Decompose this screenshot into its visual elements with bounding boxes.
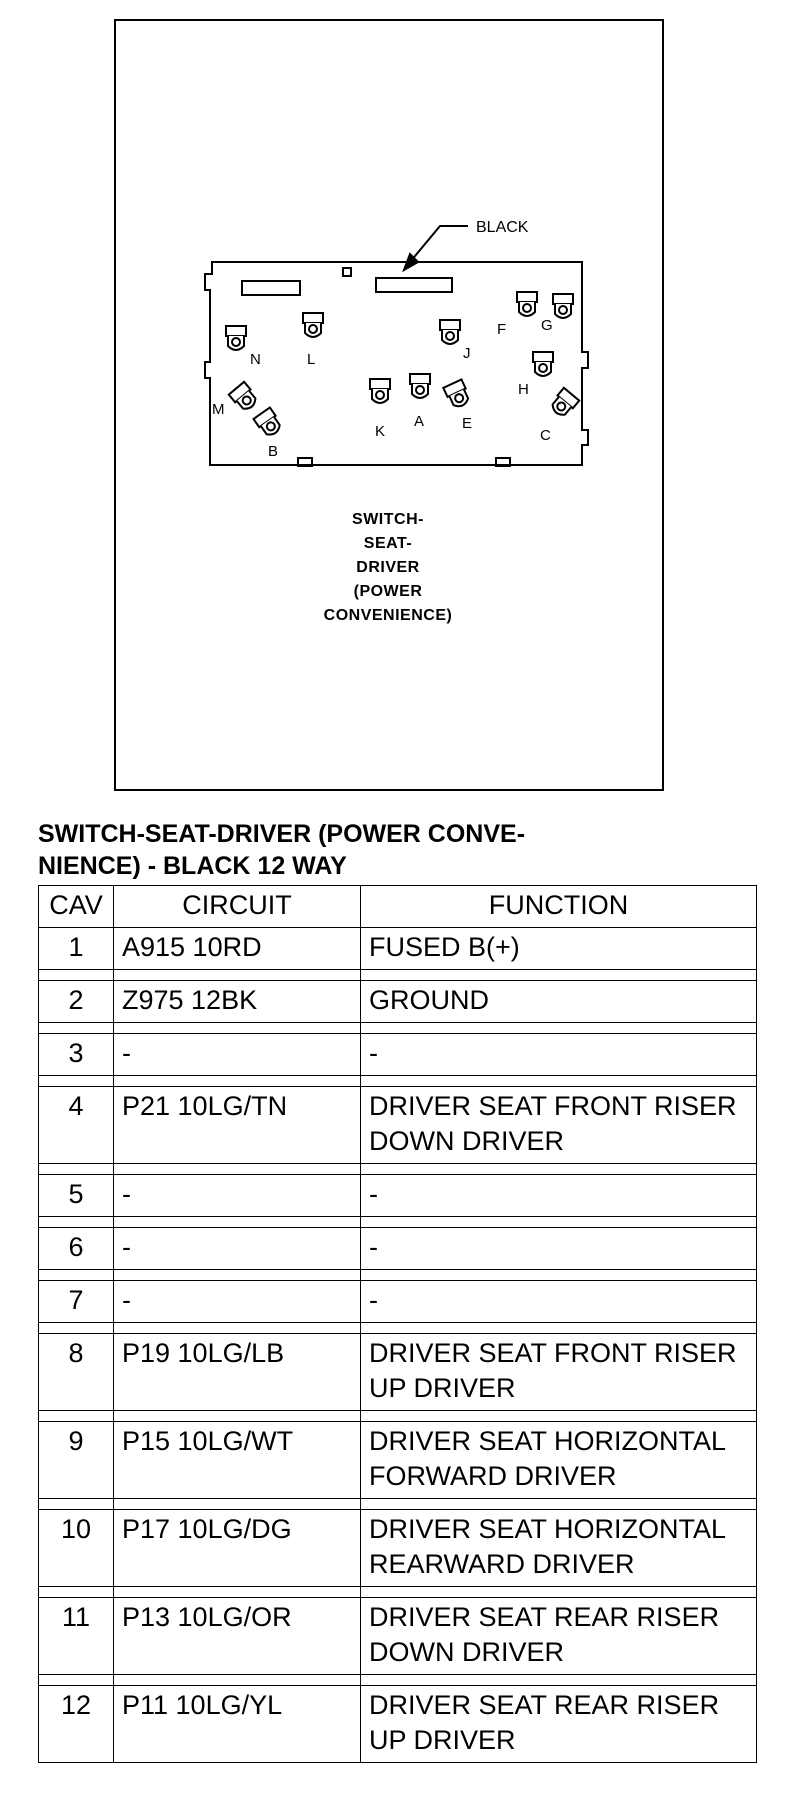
- pin-letter-m: M: [212, 401, 225, 418]
- row-spacer: [39, 1323, 757, 1334]
- cell-cav: 8: [39, 1334, 114, 1411]
- row-spacer: [39, 1270, 757, 1281]
- caption-line-3: DRIVER: [356, 559, 420, 576]
- cell-cav: 4: [39, 1087, 114, 1164]
- terminal-a: [410, 374, 430, 398]
- pin-letter-n: N: [250, 351, 261, 368]
- table-header-row: [39, 886, 757, 928]
- cell-circuit: P11 10LG/YL: [114, 1686, 361, 1763]
- cell-function: -: [361, 1281, 757, 1323]
- header-circuit: CIRCUIT: [114, 886, 361, 928]
- cell-function: DRIVER SEAT REAR RISER UP DRIVER: [361, 1686, 757, 1763]
- table-row: [39, 928, 757, 970]
- cell-function: DRIVER SEAT HORIZONTAL FORWARD DRIVER: [361, 1422, 757, 1499]
- cell-circuit: P15 10LG/WT: [114, 1422, 361, 1499]
- table-row: [39, 1281, 757, 1323]
- table-row: [39, 1228, 757, 1270]
- row-spacer: [39, 1587, 757, 1598]
- table-row: [39, 1034, 757, 1076]
- cell-function: -: [361, 1228, 757, 1270]
- terminal-k: [370, 379, 390, 403]
- cell-cav: 2: [39, 981, 114, 1023]
- pin-letter-c: C: [540, 427, 551, 444]
- cell-function: GROUND: [361, 981, 757, 1023]
- title-line-1: SWITCH-SEAT-DRIVER (POWER CONVE-: [38, 820, 526, 848]
- cell-circuit: P17 10LG/DG: [114, 1510, 361, 1587]
- table-row: [39, 1087, 757, 1164]
- pin-letter-l: L: [307, 351, 316, 368]
- callout-arrow: [404, 226, 468, 270]
- cell-function: FUSED B(+): [361, 928, 757, 970]
- terminal-h: [533, 352, 553, 376]
- row-spacer: [39, 970, 757, 981]
- table-row: [39, 981, 757, 1023]
- cell-cav: 6: [39, 1228, 114, 1270]
- cell-circuit: A915 10RD: [114, 928, 361, 970]
- table-row: [39, 1598, 757, 1675]
- row-spacer: [39, 1217, 757, 1228]
- cell-circuit: -: [114, 1175, 361, 1217]
- pin-letter-a: A: [414, 413, 425, 430]
- pin-letter-e: E: [462, 415, 473, 432]
- pin-letter-g: G: [541, 317, 553, 334]
- row-spacer: [39, 1411, 757, 1422]
- cell-circuit: P13 10LG/OR: [114, 1598, 361, 1675]
- terminal-l: [303, 313, 323, 337]
- terminal-m: [229, 382, 260, 413]
- terminal-n: [226, 326, 246, 350]
- pin-letter-j: J: [463, 345, 471, 362]
- terminal-c: [548, 388, 579, 419]
- cell-circuit: -: [114, 1228, 361, 1270]
- table-row: [39, 1175, 757, 1217]
- table-row: [39, 1686, 757, 1763]
- terminal-f: [517, 292, 537, 316]
- cell-function: DRIVER SEAT HORIZONTAL REARWARD DRIVER: [361, 1510, 757, 1587]
- table-row: [39, 1510, 757, 1587]
- connector-diagram: [0, 0, 800, 800]
- cell-circuit: P21 10LG/TN: [114, 1087, 361, 1164]
- row-spacer: [39, 1499, 757, 1510]
- pinout-table: [38, 885, 757, 1763]
- row-spacer: [39, 1076, 757, 1087]
- header-function: FUNCTION: [361, 886, 757, 928]
- document-title: [38, 818, 758, 882]
- cell-circuit: -: [114, 1281, 361, 1323]
- terminal-b: [253, 408, 283, 439]
- cell-cav: 7: [39, 1281, 114, 1323]
- pin-letter-f: F: [497, 321, 507, 338]
- cell-function: -: [361, 1034, 757, 1076]
- table-row: [39, 1422, 757, 1499]
- caption-line-2: SEAT-: [363, 535, 413, 552]
- cell-cav: 12: [39, 1686, 114, 1763]
- cell-cav: 1: [39, 928, 114, 970]
- cell-cav: 9: [39, 1422, 114, 1499]
- header-cav: CAV: [39, 886, 114, 928]
- cell-function: DRIVER SEAT FRONT RISER DOWN DRIVER: [361, 1087, 757, 1164]
- row-spacer: [39, 1675, 757, 1686]
- cell-function: -: [361, 1175, 757, 1217]
- cell-cav: 11: [39, 1598, 114, 1675]
- cell-cav: 10: [39, 1510, 114, 1587]
- terminal-e: [443, 379, 471, 409]
- row-spacer: [39, 1023, 757, 1034]
- terminal-j: [440, 320, 460, 344]
- cell-cav: 3: [39, 1034, 114, 1076]
- cell-function: DRIVER SEAT REAR RISER DOWN DRIVER: [361, 1598, 757, 1675]
- terminal-g: [553, 294, 573, 318]
- caption-line-5: CONVENIENCE): [323, 607, 453, 624]
- caption-line-4: (POWER: [353, 583, 423, 600]
- cell-function: DRIVER SEAT FRONT RISER UP DRIVER: [361, 1334, 757, 1411]
- table-row: [39, 1334, 757, 1411]
- cell-circuit: -: [114, 1034, 361, 1076]
- row-spacer: [39, 1164, 757, 1175]
- pin-letter-k: K: [375, 423, 386, 440]
- figure-caption: [324, 511, 453, 624]
- cell-cav: 5: [39, 1175, 114, 1217]
- terminals: [226, 292, 579, 439]
- pin-letter-h: H: [518, 381, 529, 398]
- title-line-2: NIENCE) - BLACK 12 WAY: [38, 852, 347, 880]
- callout-label: BLACK: [476, 219, 529, 236]
- caption-line-1: SWITCH-: [352, 511, 424, 528]
- cell-circuit: Z975 12BK: [114, 981, 361, 1023]
- pin-letter-b: B: [268, 443, 279, 460]
- cell-circuit: P19 10LG/LB: [114, 1334, 361, 1411]
